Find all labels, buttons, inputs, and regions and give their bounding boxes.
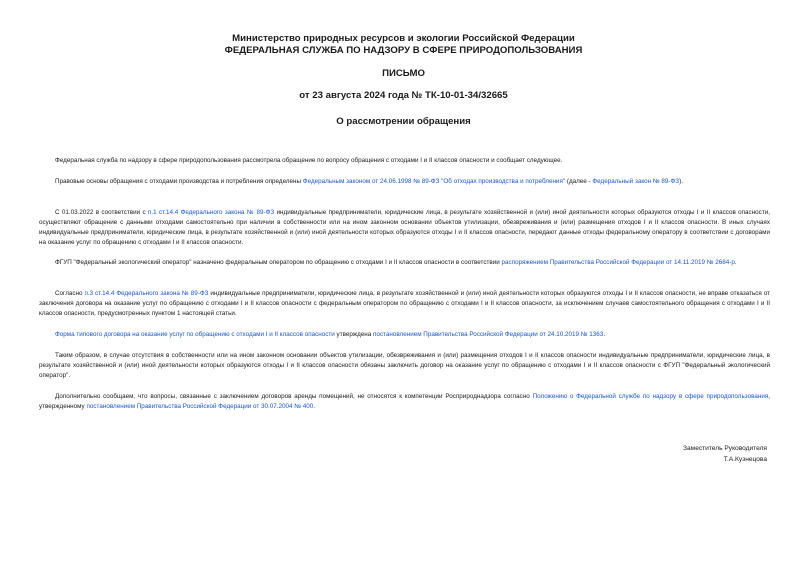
paragraph-6 <box>39 330 770 340</box>
signature-name: Т.А.Кузнецова <box>723 456 767 463</box>
paragraph-2-text-b: (далее - <box>565 178 593 185</box>
law-article-14-4-p3-link[interactable]: п.3 ст.14.4 Федерального закона № 89-ФЗ <box>84 290 209 297</box>
paragraph-7 <box>39 351 770 381</box>
paragraph-1-text: Федеральная служба по надзору в сфере природопользования рассмотрела обращение по вопросу обращения с отходами I и II классов опасности и сообщает следующее. <box>55 157 563 164</box>
paragraph-4 <box>39 258 770 268</box>
paragraph-5 <box>39 289 770 319</box>
paragraph-8-text-b: , утвержденному <box>39 393 770 410</box>
service-heading: ФЕДЕРАЛЬНАЯ СЛУЖБА ПО НАДЗОРУ В СФЕРЕ ПРИРОДОПОЛЬЗОВАНИЯ <box>224 45 583 56</box>
contract-form-link[interactable]: Форма типового договора на оказание услуг по обращению с отходами I и II классов опасности <box>55 331 335 338</box>
signature-position: Заместитель Руководителя <box>683 445 767 452</box>
paragraph-5-text-b: индивидуальные предприниматели, юридические лица, в результате хозяйственной и (или) иной деятельности которых образуются отходы I и II классов опасности, не вправе отказаться от заключения договора на оказание услуг по обращению с отходами I и II классов опасности с федеральным оператором по обращению с отходами I и II классов опасности, за исключением случаев самостоятельного обращения с отходами I и II классов опасности, предусмотренных пунктом 1 настоящей статьи. <box>39 290 770 317</box>
paragraph-8-text-c: . <box>313 403 316 410</box>
paragraph-8 <box>39 392 770 412</box>
document-subject: О рассмотрении обращения <box>336 116 471 127</box>
law-article-14-4-p1-link[interactable]: п.1 ст.14.4 Федерального закона № 89-ФЗ <box>147 209 275 216</box>
paragraph-6-text-a: утверждена <box>334 331 373 338</box>
paragraph-2-text-c: ). <box>679 178 683 185</box>
paragraph-5-text-a: Согласно <box>55 290 85 297</box>
paragraph-2-text-a: Правовые основы обращения с отходами производства и потребления определены <box>55 178 303 185</box>
service-regulation-link[interactable]: Положению о Федеральной службе по надзору в сфере природопользования <box>532 393 769 400</box>
paragraph-7-text: Таким образом, в случае отсутствия в собственности или на ином законном основании объектов утилизации, обезвреживания и (или) размещения отходов I и II классов опасности индивидуальные предприниматели, юридические лица, в результате хозяйственной и (или) иной деятельности которых образуются отходы I и II классов опасности обязаны заключить договор на оказание услуг по обращению с отходами I и II классов опасности с ФГУП "Федеральный экологический оператор". <box>39 352 770 379</box>
paragraph-6-text-b: . <box>603 331 606 338</box>
document-type: ПИСЬМО <box>382 68 425 79</box>
federal-law-89-short-link[interactable]: Федеральный закон № 89-ФЗ <box>592 178 680 185</box>
government-order-2684-link[interactable]: распоряжением Правительства Российской Федерации от 14.11.2019 № 2684-р <box>501 259 735 266</box>
government-resolution-1363-link[interactable]: постановлением Правительства Российской Федерации от 24.10.2019 № 1363 <box>373 331 604 338</box>
paragraph-4-text-a: ФГУП "Федеральный экологический оператор" назначено федеральным оператором по обращению с отходами I и II классов опасности в соответствии <box>55 259 502 266</box>
paragraph-4-text-b: . <box>734 259 737 266</box>
paragraph-2 <box>39 177 770 187</box>
government-resolution-400-link[interactable]: постановлением Правительства Российской Федерации от 30.07.2004 № 400 <box>86 403 314 410</box>
document-date-number: от 23 августа 2024 года № ТК-10-01-34/32665 <box>299 90 508 101</box>
paragraph-8-text-a: Дополнительно сообщаем, что вопросы, связанные с заключением договоров аренды помещений, не относятся к компетенции Росприроднадзора согласно <box>55 393 533 400</box>
paragraph-3-text-b: индивидуальные предприниматели, юридические лица, в результате хозяйственной и (или) иной деятельности которых образуются отходы I и II классов опасности, осуществляют обращение с данными отходами самостоятельно при наличии в собственности или на ином законном основании объектов утилизации, обезвреживания и (или) размещения отходов I и II классов опасности. В иных случаях индивидуальные предприниматели, юридические лица, в результате хозяйственной и (или) иной деятельности которых образуются отходы I и II классов опасности, передают данные отходы федеральному оператору в соответствии с договорами на оказание услуг по обращению с отходами I и II классов опасности. <box>39 209 770 246</box>
paragraph-3-text-a: С 01.03.2022 в соответствии с <box>55 209 148 216</box>
federal-law-89-link[interactable]: Федеральным законом от 24.06.1998 № 89-ФЗ "Об отходах производства и потребления" <box>302 178 566 185</box>
paragraph-1 <box>39 156 770 166</box>
paragraph-3 <box>39 208 770 248</box>
ministry-heading: Министерство природных ресурсов и экологии Российской Федерации <box>232 33 575 44</box>
